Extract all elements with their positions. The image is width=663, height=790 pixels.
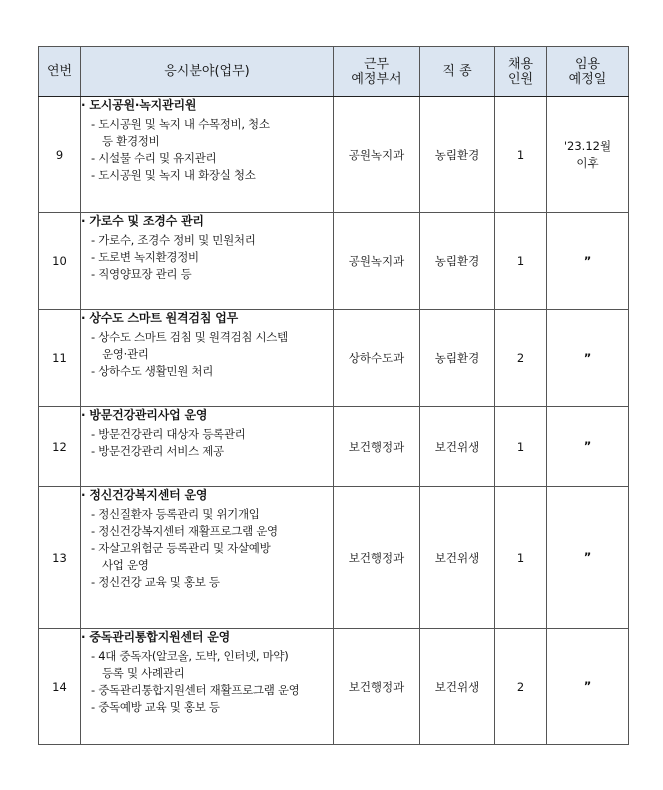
- table-body: [39, 97, 629, 745]
- duty-list: [81, 116, 333, 184]
- header-count: 채용 인원: [495, 47, 547, 97]
- duty-item: - 정신질환자 등록관리 및 위기개입: [91, 507, 260, 521]
- row-job-type: 농림환경: [420, 310, 495, 407]
- row-number: 10: [39, 213, 81, 310]
- duty-item: - 상하수도 생활민원 처리: [91, 364, 214, 378]
- duty-item: - 중독예방 교육 및 홍보 등: [91, 700, 220, 714]
- row-number: 11: [39, 310, 81, 407]
- row-job-type: 보건위생: [420, 407, 495, 487]
- row-department: 상하수도과: [334, 310, 420, 407]
- row-number: 13: [39, 487, 81, 629]
- row-department: 공원녹지과: [334, 97, 420, 213]
- duty-item: - 자살고위험군 등록관리 및 자살예방 사업 운영: [91, 541, 271, 572]
- header-no: 연번: [39, 47, 81, 97]
- duty-item: - 정신건강복지센터 재활프로그램 운영: [91, 524, 278, 538]
- field-title: · 정신건강복지센터 운영: [81, 488, 208, 502]
- duty-list: [81, 506, 333, 591]
- row-hire-count: 1: [495, 407, 547, 487]
- row-appointment-date: ”: [547, 629, 629, 745]
- row-number: 12: [39, 407, 81, 487]
- row-job-type: 보건위생: [420, 629, 495, 745]
- duty-item: - 직영양묘장 관리 등: [91, 267, 192, 281]
- row-field: [81, 97, 334, 213]
- row-appointment-date: '23.12월 이후: [547, 97, 629, 213]
- row-field: [81, 629, 334, 745]
- row-field: [81, 487, 334, 629]
- table-row: [39, 629, 629, 745]
- row-job-type: 농림환경: [420, 97, 495, 213]
- row-hire-count: 1: [495, 97, 547, 213]
- duty-item: - 가로수, 조경수 정비 및 민원처리: [91, 233, 256, 247]
- row-appointment-date: ”: [547, 487, 629, 629]
- field-title: · 방문건강관리사업 운영: [81, 408, 208, 422]
- duty-item: - 방문건강관리 서비스 제공: [91, 444, 224, 458]
- row-appointment-date: ”: [547, 213, 629, 310]
- row-hire-count: 1: [495, 213, 547, 310]
- duty-list: [81, 232, 333, 283]
- duty-item: - 도시공원 및 녹지 내 수목정비, 청소 등 환경정비: [91, 117, 270, 148]
- duty-item: - 중독관리통합지원센터 재활프로그램 운영: [91, 683, 300, 697]
- row-appointment-date: ”: [547, 310, 629, 407]
- row-department: 보건행정과: [334, 629, 420, 745]
- header-row: [39, 47, 629, 97]
- duty-item: - 시설물 수리 및 유지관리: [91, 151, 217, 165]
- duty-item: - 4대 중독자(알코올, 도박, 인터넷, 마약) 등록 및 사례관리: [91, 649, 289, 680]
- table-row: [39, 407, 629, 487]
- row-field: [81, 407, 334, 487]
- table-row: [39, 487, 629, 629]
- header-field: 응시분야(업무): [81, 47, 334, 97]
- duty-item: - 정신건강 교육 및 홍보 등: [91, 575, 220, 589]
- field-title: · 상수도 스마트 원격검침 업무: [81, 311, 238, 325]
- row-department: 공원녹지과: [334, 213, 420, 310]
- duty-list: [81, 648, 333, 716]
- row-number: 14: [39, 629, 81, 745]
- row-field: [81, 310, 334, 407]
- row-appointment-date: ”: [547, 407, 629, 487]
- row-job-type: 보건위생: [420, 487, 495, 629]
- row-field: [81, 213, 334, 310]
- duty-item: - 도로변 녹지환경정비: [91, 250, 199, 264]
- duty-list: [81, 426, 333, 460]
- row-hire-count: 1: [495, 487, 547, 629]
- row-hire-count: 2: [495, 629, 547, 745]
- row-number: 9: [39, 97, 81, 213]
- table-row: [39, 97, 629, 213]
- duty-list: [81, 329, 333, 380]
- row-hire-count: 2: [495, 310, 547, 407]
- field-title: · 가로수 및 조경수 관리: [81, 214, 204, 228]
- recruitment-table: [38, 46, 629, 745]
- header-dept: 근무 예정부서: [334, 47, 420, 97]
- header-job: 직 종: [420, 47, 495, 97]
- row-job-type: 농림환경: [420, 213, 495, 310]
- field-title: · 도시공원·녹지관리원: [81, 98, 197, 112]
- duty-item: - 도시공원 및 녹지 내 화장실 청소: [91, 168, 256, 182]
- table-row: [39, 213, 629, 310]
- duty-item: - 상수도 스마트 검침 및 원격검침 시스템 운영·관리: [91, 330, 288, 361]
- header-date: 임용 예정일: [547, 47, 629, 97]
- duty-item: - 방문건강관리 대상자 등록관리: [91, 427, 246, 441]
- row-department: 보건행정과: [334, 487, 420, 629]
- field-title: · 중독관리통합지원센터 운영: [81, 630, 231, 644]
- table-row: [39, 310, 629, 407]
- row-department: 보건행정과: [334, 407, 420, 487]
- table-header: [39, 47, 629, 97]
